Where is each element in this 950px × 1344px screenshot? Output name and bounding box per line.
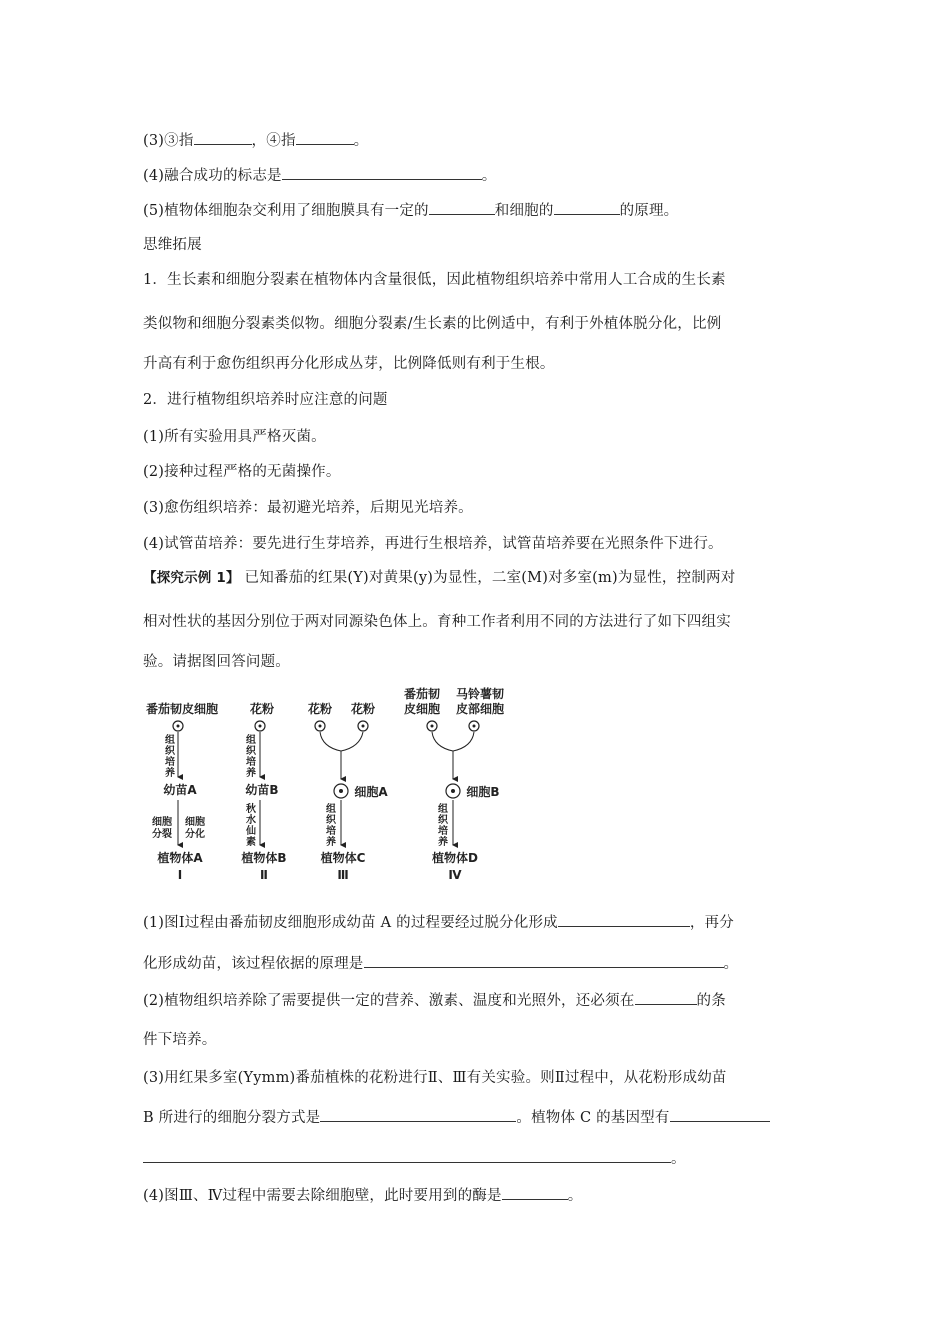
cell-icon xyxy=(315,721,325,731)
text: (5)植物体细胞杂交利用了细胞膜具有一定的 xyxy=(143,203,429,219)
text: 。 xyxy=(567,1188,583,1204)
cell-icon xyxy=(446,784,460,798)
question-5-line xyxy=(143,200,678,221)
cell-icon xyxy=(358,721,368,731)
arrow-label: 仙 xyxy=(246,826,256,837)
g1-mid-label: 幼苗A xyxy=(163,783,197,797)
arrow-label: 细胞 xyxy=(185,817,205,828)
question-line xyxy=(143,990,726,1011)
text: 的条 xyxy=(696,993,726,1009)
answer-blank[interactable] xyxy=(554,200,620,215)
g3-number: Ⅲ xyxy=(337,868,349,882)
fusion-curve xyxy=(432,732,474,751)
g4-left-label: 皮细胞 xyxy=(403,702,441,716)
g1-bottom-label: 植物体A xyxy=(157,851,203,865)
arrow-label: 养 xyxy=(326,837,336,848)
arrow-label: 培 xyxy=(165,757,175,768)
arrow-label: 培 xyxy=(326,826,336,837)
arrow-label: 组 xyxy=(438,804,448,815)
text: 。 xyxy=(481,168,497,184)
list-item: (2)接种过程严格的无菌操作。 xyxy=(143,464,341,480)
arrow-label: 分裂 xyxy=(152,829,172,840)
arrow-label: 织 xyxy=(438,815,448,826)
g4-number: Ⅳ xyxy=(448,868,462,882)
answer-blank[interactable] xyxy=(194,130,252,145)
question-3-line xyxy=(143,130,368,151)
answer-blank[interactable] xyxy=(502,1185,568,1200)
answer-blank[interactable] xyxy=(429,200,495,215)
text: (4)图Ⅲ、Ⅳ过程中需要去除细胞壁，此时要用到的酶是 xyxy=(143,1188,502,1204)
paragraph-line: 1．生长素和细胞分裂素在植物体内含量很低，因此植物组织培养中常用人工合成的生长素 xyxy=(143,272,726,288)
g2-mid-label: 幼苗B xyxy=(245,783,279,797)
text: 化形成幼苗，该过程依据的原理是 xyxy=(143,956,364,972)
cell-icon xyxy=(255,721,265,731)
question-line: (3)用红果多室(Yymm)番茄植株的花粉进行Ⅱ、Ⅲ有关实验。则Ⅱ过程中，从花粉形成幼苗 xyxy=(143,1070,727,1086)
question-line xyxy=(143,1148,686,1169)
text: 。 xyxy=(671,1151,686,1167)
g2-bottom-label: 植物体B xyxy=(241,851,287,865)
g3-left-label: 花粉 xyxy=(307,702,333,716)
arrow-label: 织 xyxy=(246,746,256,757)
answer-blank[interactable] xyxy=(558,912,690,927)
example-line xyxy=(143,568,735,588)
cell-icon xyxy=(334,784,348,798)
answer-blank[interactable] xyxy=(296,130,354,145)
g1-top-label: 番茄韧皮细胞 xyxy=(145,702,219,716)
g1-number: Ⅰ xyxy=(177,868,183,882)
g4-right-label: 马铃薯韧 xyxy=(455,687,505,701)
text: (2)植物组织培养除了需要提供一定的营养、激素、温度和光照外，还必须在 xyxy=(143,993,635,1009)
list-item: (1)所有实验用具严格灭菌。 xyxy=(143,429,326,445)
answer-blank[interactable] xyxy=(635,990,697,1005)
arrow-label: 组 xyxy=(246,735,256,746)
arrow-label: 养 xyxy=(438,837,448,848)
arrow-label: 水 xyxy=(246,815,256,826)
text: ，再分 xyxy=(689,915,734,931)
text: 。植物体 C 的基因型有 xyxy=(516,1110,670,1126)
arrow-label: 织 xyxy=(326,815,336,826)
experiment-diagram xyxy=(140,685,520,885)
arrow-label: 培 xyxy=(246,757,256,768)
cell-icon xyxy=(173,721,183,731)
g4-right-label: 皮部细胞 xyxy=(455,702,505,716)
question-line xyxy=(143,1107,770,1128)
arrow-label: 培 xyxy=(438,826,448,837)
g4-mid-label: 细胞B xyxy=(466,785,500,799)
g4-bottom-label: 植物体D xyxy=(432,851,478,865)
g4-left-label: 番茄韧 xyxy=(403,687,441,701)
answer-blank[interactable] xyxy=(364,953,724,968)
text: (1)图Ⅰ过程由番茄韧皮细胞形成幼苗 A 的过程要经过脱分化形成 xyxy=(143,915,558,931)
text: B 所进行的细胞分裂方式是 xyxy=(143,1110,321,1126)
arrow-label: 织 xyxy=(165,746,175,757)
answer-blank[interactable] xyxy=(320,1107,516,1122)
text: 和细胞的 xyxy=(494,203,554,219)
arrow-label: 秋 xyxy=(246,804,256,815)
example-label: 【探究示例 1】 xyxy=(143,570,240,586)
arrow-label: 素 xyxy=(246,837,256,848)
question-4-line xyxy=(143,165,496,186)
arrow-label: 组 xyxy=(165,735,175,746)
answer-blank[interactable] xyxy=(670,1107,770,1122)
text: 的原理。 xyxy=(619,203,679,219)
arrow-label: 组 xyxy=(326,804,336,815)
text: 。 xyxy=(723,956,739,972)
question-line xyxy=(143,1185,582,1206)
paragraph-line: 类似物和细胞分裂素类似物。细胞分裂素/生长素的比例适中，有利于外植体脱分化，比例 xyxy=(143,316,722,332)
g2-top-label: 花粉 xyxy=(249,702,275,716)
paragraph-line: 验。请据图回答问题。 xyxy=(143,654,290,670)
question-line xyxy=(143,912,734,933)
answer-blank[interactable] xyxy=(143,1148,671,1163)
g2-number: Ⅱ xyxy=(260,868,268,882)
question-line xyxy=(143,953,738,974)
question-line: 件下培养。 xyxy=(143,1032,217,1048)
paragraph-line: 升高有利于愈伤组织再分化形成丛芽，比例降低则有利于生根。 xyxy=(143,356,555,372)
section-heading: 思维拓展 xyxy=(143,237,202,253)
answer-blank[interactable] xyxy=(282,165,482,180)
list-item: (4)试管苗培养：要先进行生芽培养，再进行生根培养，试管苗培养要在光照条件下进行。 xyxy=(143,536,723,552)
text: ，④指 xyxy=(251,133,296,149)
text: 已知番茄的红果(Y)对黄果(y)为显性，二室(M)对多室(m)为显性，控制两对 xyxy=(239,570,736,586)
text: (4)融合成功的标志是 xyxy=(143,168,282,184)
g3-bottom-label: 植物体C xyxy=(320,851,366,865)
text: (3)③指 xyxy=(143,133,194,149)
arrow-label: 养 xyxy=(165,768,175,779)
arrow-label: 分化 xyxy=(185,829,205,840)
fusion-curve xyxy=(320,732,363,751)
paragraph-line: 2．进行植物组织培养时应注意的问题 xyxy=(143,392,388,408)
paragraph-line: 相对性状的基因分别位于两对同源染色体上。育种工作者利用不同的方法进行了如下四组实 xyxy=(143,614,731,630)
cell-icon xyxy=(427,721,437,731)
text: 。 xyxy=(353,133,369,149)
g3-right-label: 花粉 xyxy=(350,702,376,716)
cell-icon xyxy=(469,721,479,731)
arrow-label: 养 xyxy=(246,768,256,779)
g3-mid-label: 细胞A xyxy=(354,785,388,799)
list-item: (3)愈伤组织培养：最初避光培养，后期见光培养。 xyxy=(143,500,473,516)
arrow-label: 细胞 xyxy=(152,817,172,828)
